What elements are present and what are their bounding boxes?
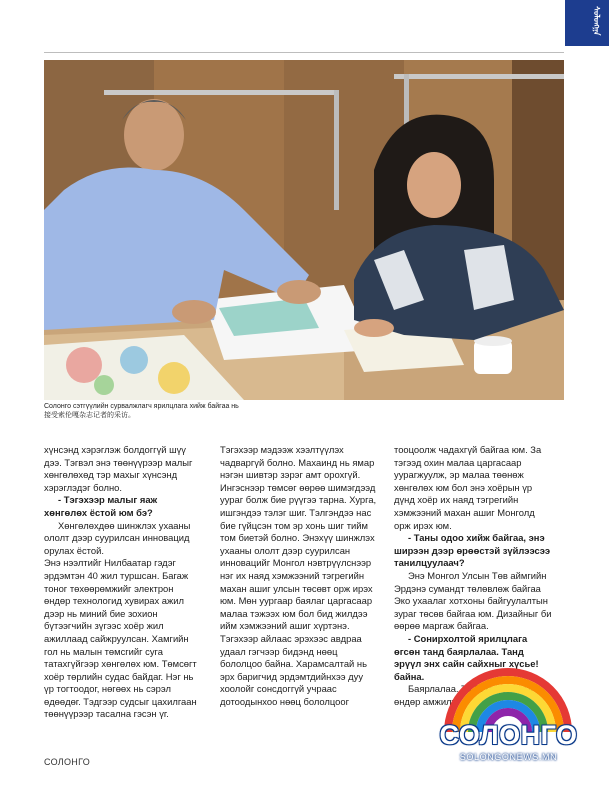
page-footer-label: СОЛОНГО bbox=[44, 757, 91, 767]
logo-wordmark: СОЛОНГО bbox=[439, 720, 578, 750]
question-tail: байна. bbox=[394, 670, 425, 682]
paragraph: Хөнгөлөхдөө шинжлэх ухааны ололт дээр суурилсан инновацид орулах ёстой. bbox=[44, 519, 191, 556]
mongolian-script-mark: ᠰᠣᠯᠣᠩᠭ᠋ᠠ bbox=[592, 6, 601, 36]
caption-mongolian: Солонго сэтгүүлийн сурвалжлагч ярилцлага хийж байгаа нь bbox=[44, 403, 239, 410]
article-column-2 bbox=[220, 444, 378, 708]
solongo-logo bbox=[436, 664, 581, 774]
logo-website: SOLONGONEWS.MN bbox=[459, 752, 558, 762]
photo-caption bbox=[44, 402, 364, 420]
paragraph: Энэ Монгол Улсын Төв аймгийн Эрдэнэ сумандт төлөвлөж байгаа Эко ухаалаг хотхоны байгуулалтын зураг төсөв байгаа юм. Дизайныг би өөрөө маргаж байгаа. bbox=[394, 569, 552, 632]
paragraph: Энэ нээлтийг Нилбаатар гэдэг эрдэмтэн 40 жил туршсан. Багаж тоног төхөөрөмжийг электрон өндөр технологид хувирах ажил дээр нь миний бие зохион бүтээгчийн зүгээс хоёр жил ажиллаад сайжруулсан. Хамгийн гол нь малын төмсгийг суга татахгүйгээр хөнгөлөх юм. Төмсөгт хоёр төрлийн судас байдаг. Нэг нь үр тогтоодог, нөгөөх нь сэрэл өдөөдөг. Тэдгээр судсыг цахилгаан төөнүүрээр тасална гэсэн үг. bbox=[44, 557, 197, 720]
photo-two-people-reviewing-documents-icon bbox=[44, 60, 564, 400]
interview-question: - Тэгэхээр малыг яаж хөнгөлөх ёстой юм бэ? bbox=[44, 494, 158, 518]
paragraph: Тэгэхээр мэдээж хээлтүүлэх чадваргүй болно. Махаинд нь ямар нэгэн шивтэр зэрэг амт орохгүй. Ингэснээр төмсөг өөрөө шимэгдээд уураг болж бие рүүгээ тарна. Хурга, ишгэндээ тэлэг шиг. Тэлгэндээ нас бие гүйцсэн том эр хонь шиг тийм том биетэй болно. Энэхүү шинжлэх ухааны ололт дээр суурилсан инновацийг Монгол нэвтрүүлснээр нэг их наяд хэмжээний тэгрегийн махан ашиг улсын төсөвт орж ирэх юм. Мөн уургаар баялаг царгасаар малаа тэжээх юм бол бид жилдээ ийм хэмжээний ашиг хүртэнэ. Тэгэхээр айлаас эрэхээс авдраа удаал гэгчээр бидэнд нөөц бололцоо байна. Харамсалтай нь эрх баригчид эрдэмтдийнхээ дуу хоолойг сонсдоггүй учраас дотоодынхоо нөөц бололцоог bbox=[220, 444, 377, 707]
paragraph: тооцоолж чадахгүй байгаа юм. За тэгээд охин малаа царгасаар уурагжуулж, эр малаа төөнөж хөнгөлөх юм бол энэ хоёрын үр дүнд хоёр их наяд тэгрегийн хэмжээний махан ашиг Монголд орж ирэх юм. bbox=[394, 444, 542, 531]
top-divider bbox=[44, 52, 564, 53]
article-column-1 bbox=[44, 444, 202, 721]
paragraph: Баярлалаа. Та бүхэнд ажлын өндөр амжилт bbox=[394, 683, 536, 707]
section-tab bbox=[565, 0, 609, 46]
interview-question: - Таны одоо хийж байгаа, энэ ширээн дээр өрөөстэй зүйлээсээ танилцуулаач? bbox=[394, 532, 551, 569]
interview-question: - Сонирхолтой ярилцлага өгсөн танд баярлалаа. Танд эрүүл энх сайн сайхныг хүсье! bbox=[394, 632, 539, 670]
caption-chinese: 接受索伦嘎杂志记者的采访。 bbox=[44, 412, 135, 419]
paragraph: хүнсэнд хэрэглэж болдоггүй шүү дээ. Тэгвэл энэ төөнүүрээр малыг хөнгөлөхөд тэр махыг хүнсэнд хэрэглэдэг болно. bbox=[44, 444, 193, 493]
interview-photo bbox=[44, 60, 564, 400]
